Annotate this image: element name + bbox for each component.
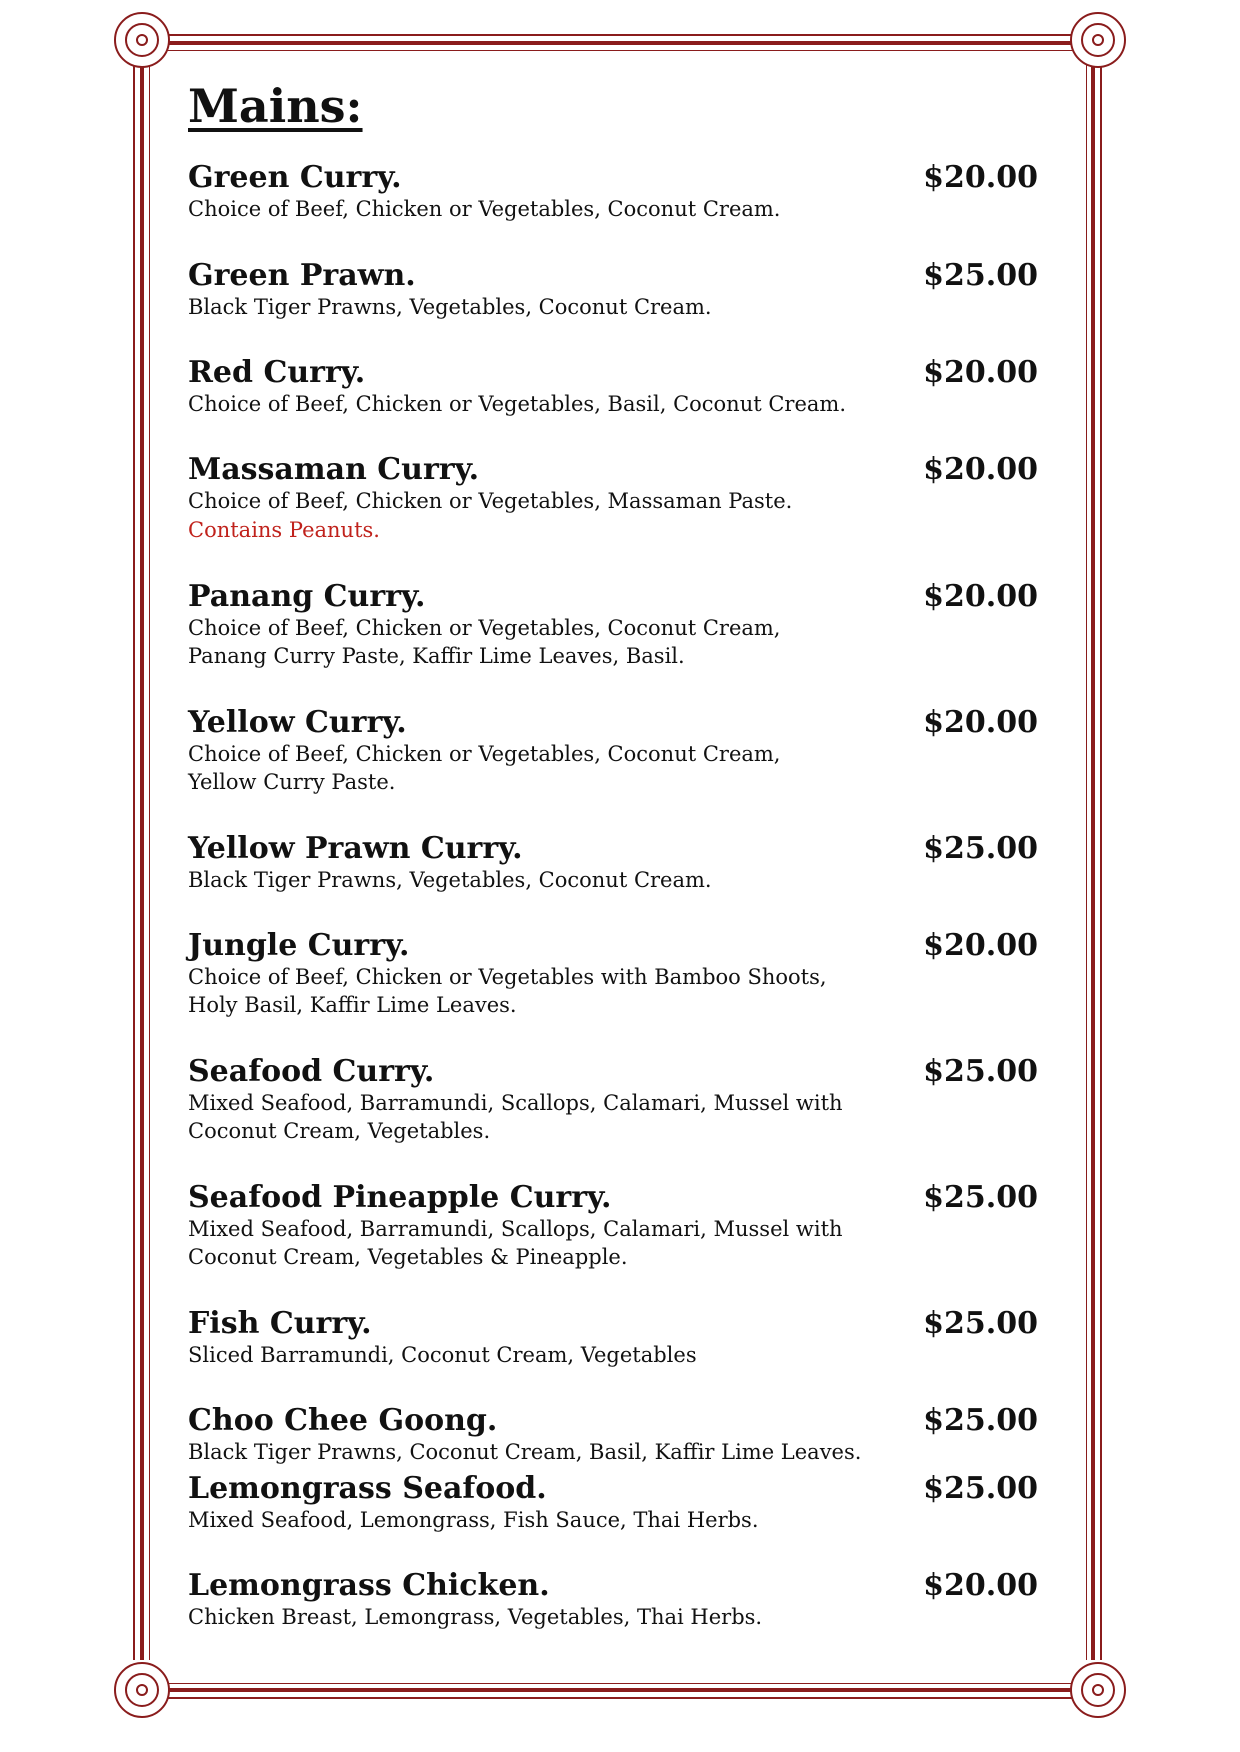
menu-item-name: Lemongrass Chicken. (188, 1568, 550, 1603)
menu-item-name: Choo Chee Goong. (188, 1403, 498, 1438)
menu-item (188, 1403, 1048, 1467)
menu-item-price: $25.00 (923, 1306, 1038, 1341)
menu-item-price: $20.00 (923, 355, 1038, 390)
menu-item (188, 452, 1048, 545)
corner-ornament-top-left (114, 12, 170, 68)
menu-item (188, 1180, 1048, 1272)
menu-item-description: Choice of Beef, Chicken or Vegetables, Massaman Paste. (188, 489, 793, 513)
menu-item-price: $20.00 (923, 705, 1038, 740)
menu-section (188, 70, 1048, 1629)
corner-ornament-top-right (1070, 12, 1126, 68)
menu-item-description: Mixed Seafood, Lemongrass, Fish Sauce, Thai Herbs. (188, 1508, 759, 1532)
menu-item-name: Fish Curry. (188, 1306, 372, 1341)
corner-ornament-bottom-left (114, 1662, 170, 1718)
menu-item-price: $25.00 (923, 1403, 1038, 1438)
menu-item-price: $20.00 (923, 160, 1038, 195)
allergen-warning: Contains Peanuts. (188, 518, 380, 542)
menu-item-description: Mixed Seafood, Barramundi, Scallops, Calamari, Mussel with (188, 1091, 843, 1115)
menu-item (188, 1306, 1048, 1370)
menu-item-price: $25.00 (923, 1180, 1038, 1215)
menu-item-price: $20.00 (923, 579, 1038, 614)
menu-item-name: Red Curry. (188, 355, 366, 390)
menu-item (188, 579, 1048, 671)
menu-item (188, 258, 1048, 322)
menu-item-description: Black Tiger Prawns, Vegetables, Coconut Cream. (188, 295, 712, 319)
menu-item-description: Coconut Cream, Vegetables & Pineapple. (188, 1245, 628, 1269)
menu-item-description: Black Tiger Prawns, Vegetables, Coconut Cream. (188, 868, 712, 892)
menu-item-description: Panang Curry Paste, Kaffir Lime Leaves, Basil. (188, 644, 685, 668)
menu-item-description: Choice of Beef, Chicken or Vegetables, Basil, Coconut Cream. (188, 392, 846, 416)
menu-item-name: Yellow Curry. (188, 705, 407, 740)
menu-item-price: $20.00 (923, 452, 1038, 487)
menu-item-description: Choice of Beef, Chicken or Vegetables with Bamboo Shoots, (188, 965, 827, 989)
menu-item-name: Massaman Curry. (188, 452, 480, 487)
menu-item (188, 160, 1048, 224)
menu-item (188, 1568, 1048, 1632)
menu-item-name: Yellow Prawn Curry. (188, 831, 523, 866)
menu-item-description: Choice of Beef, Chicken or Vegetables, Coconut Cream. (188, 197, 781, 221)
menu-item (188, 1471, 1048, 1535)
menu-item-name: Seafood Curry. (188, 1054, 435, 1089)
menu-item-price: $25.00 (923, 831, 1038, 866)
menu-item-description: Choice of Beef, Chicken or Vegetables, Coconut Cream, (188, 742, 781, 766)
menu-item-price: $25.00 (923, 1471, 1038, 1506)
menu-item-description: Chicken Breast, Lemongrass, Vegetables, Thai Herbs. (188, 1605, 763, 1629)
menu-item (188, 928, 1048, 1020)
menu-item-description: Mixed Seafood, Barramundi, Scallops, Calamari, Mussel with (188, 1217, 843, 1241)
menu-item (188, 831, 1048, 895)
menu-item-price: $20.00 (923, 928, 1038, 963)
menu-item (188, 1054, 1048, 1146)
menu-item-name: Green Prawn. (188, 258, 416, 293)
menu-item-price: $25.00 (923, 1054, 1038, 1089)
menu-item (188, 705, 1048, 797)
menu-item-name: Green Curry. (188, 160, 402, 195)
corner-ornament-bottom-right (1070, 1662, 1126, 1718)
menu-item-description: Holy Basil, Kaffir Lime Leaves. (188, 993, 517, 1017)
menu-item-description: Sliced Barramundi, Coconut Cream, Vegetables (188, 1343, 697, 1367)
menu-item-description: Black Tiger Prawns, Coconut Cream, Basil, Kaffir Lime Leaves. (188, 1440, 862, 1464)
menu-item-description: Yellow Curry Paste. (188, 770, 396, 794)
menu-item-name: Seafood Pineapple Curry. (188, 1180, 612, 1215)
menu-item-description: Coconut Cream, Vegetables. (188, 1119, 491, 1143)
menu-item-name: Jungle Curry. (188, 928, 410, 963)
menu-item-price: $20.00 (923, 1568, 1038, 1603)
menu-item (188, 355, 1048, 419)
page-title: Mains: (188, 79, 363, 133)
menu-item-price: $25.00 (923, 258, 1038, 293)
menu-item-name: Panang Curry. (188, 579, 426, 614)
menu-item-description: Choice of Beef, Chicken or Vegetables, Coconut Cream, (188, 616, 781, 640)
menu-item-name: Lemongrass Seafood. (188, 1471, 547, 1506)
